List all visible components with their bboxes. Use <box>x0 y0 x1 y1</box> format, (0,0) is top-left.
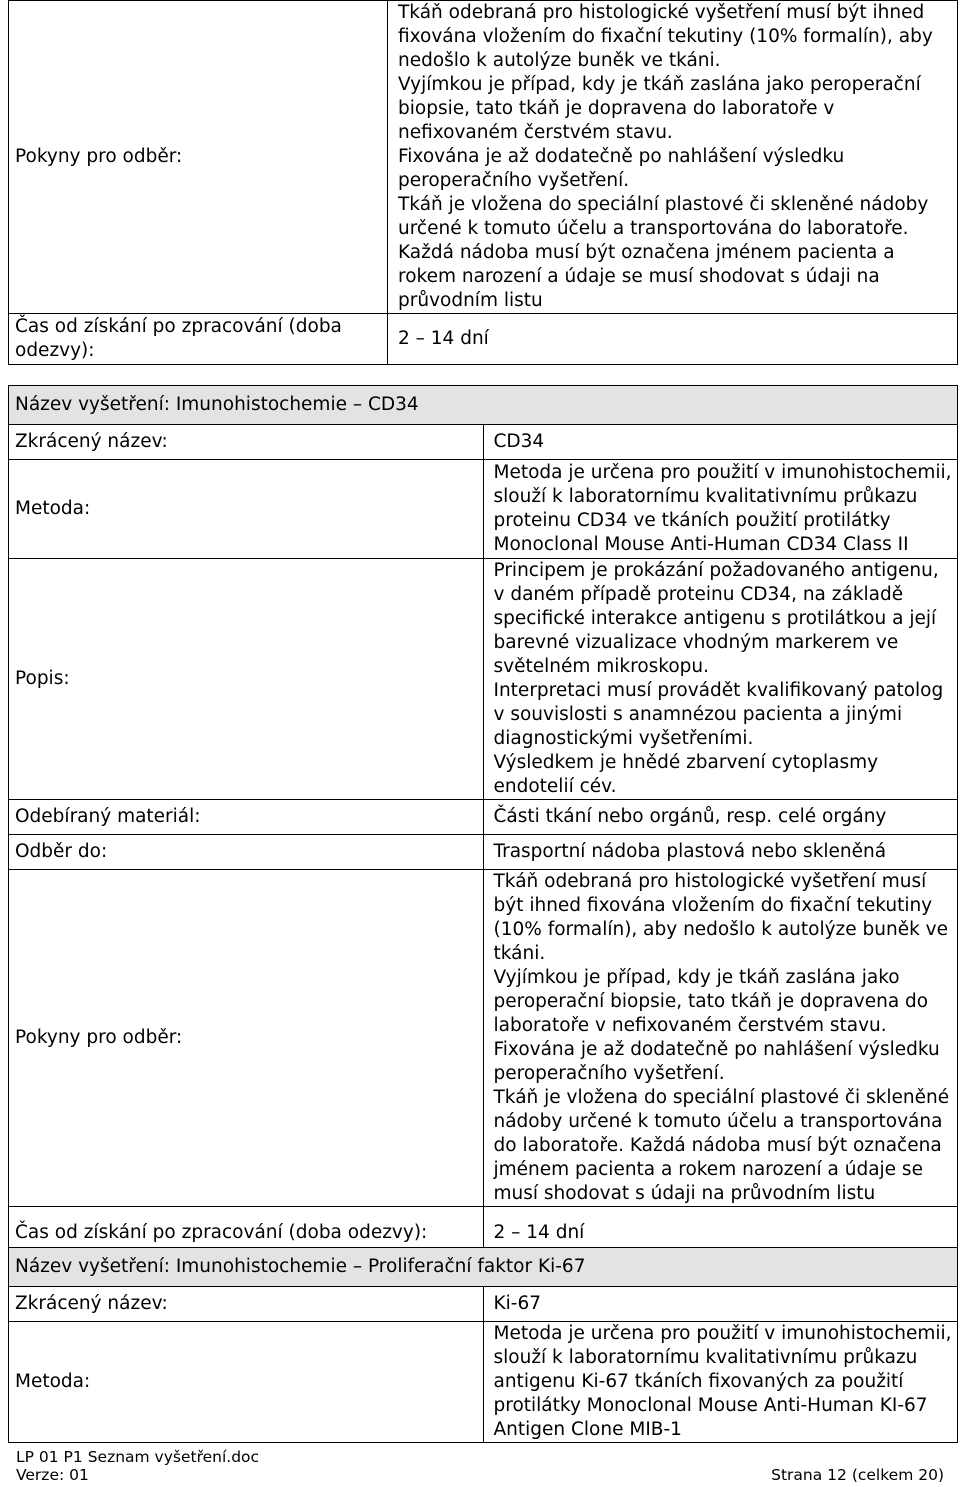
row-value <box>483 870 958 1207</box>
exam-title: Název vyšetření: Imunohistochemie – Proliferační faktor Ki-67 <box>9 1248 958 1287</box>
paragraph: Tkáň odebraná pro histologické vyšetření musí být ihned fixována vložením do fixační tekutiny (10% formalín), aby nedošlo k autolýze buněk ve tkáni. <box>493 871 949 964</box>
row-label: Zkrácený název: <box>9 425 484 460</box>
row-label: Popis: <box>9 559 484 800</box>
paragraph: Tkáň je vložena do speciální plastové či skleněné nádoby určené k tomuto účelu a transportována do laboratoře. Každá nádoba musí být označena jménem pacienta a rokem narození a údaje se musí shodovat s údaji na průvodním listu <box>398 194 929 311</box>
paragraph: CD34 <box>493 431 545 452</box>
paragraph: Metoda je určena pro použití v imunohistochemii, slouží k laboratornímu kvalitativnímu průkazu proteinu CD34 ve tkáních použití protilátky Monoclonal Mouse Anti-Human CD34 Class II <box>493 462 952 555</box>
table-row <box>9 1287 958 1322</box>
table-row <box>9 870 958 1207</box>
paragraph: Vyjímkou je případ, kdy je tkáň zaslána jako peroperační biopsie, tato tkáň je dopravena do laboratoře v nefixovaném čerstvém stavu. <box>398 74 921 143</box>
paragraph: Ki-67 <box>493 1293 541 1314</box>
table-row <box>9 314 958 365</box>
exam-table-cd34 <box>8 385 958 1260</box>
exam-table-ki67 <box>8 1247 958 1443</box>
paragraph: Principem je prokázání požadovaného antigenu, v daném případě proteinu CD34, na základě specifické interakce antigenu s protilátkou a její barevné vizualizace vhodným markerem ve světelném mikroskopu. <box>493 560 939 677</box>
page-footer <box>16 1448 946 1484</box>
row-label: Odebíraný materiál: <box>9 800 484 835</box>
paragraph: Tkáň odebraná pro histologické vyšetření musí být ihned fixována vložením do fixační tekutiny (10% formalín), aby nedošlo k autolýze buněk ve tkáni. <box>398 2 933 71</box>
table-row <box>9 835 958 870</box>
paragraph: 2 – 14 dní <box>398 328 489 349</box>
footer-filename: LP 01 P1 Seznam vyšetření.doc <box>16 1448 260 1466</box>
row-value <box>483 835 958 870</box>
row-value <box>483 460 958 559</box>
table-row <box>9 800 958 835</box>
paragraph: Fixována je až dodatečně po nahlášení výsledku peroperačního vyšetření. <box>398 146 845 191</box>
footer-version: Verze: 01 <box>16 1466 89 1484</box>
paragraph: 2 – 14 dní <box>493 1222 585 1243</box>
row-value <box>483 1287 958 1322</box>
table-row <box>9 460 958 559</box>
row-label: Pokyny pro odběr: <box>9 1 388 314</box>
row-label: Pokyny pro odběr: <box>9 870 484 1207</box>
table-header-row <box>9 1248 958 1287</box>
exam-title: Název vyšetření: Imunohistochemie – CD34 <box>9 386 958 425</box>
table-row <box>9 1322 958 1443</box>
paragraph: Výsledkem je hnědé zbarvení cytoplasmy endotelií cév. <box>493 752 879 797</box>
row-value <box>483 559 958 800</box>
paragraph: Části tkání nebo orgánů, resp. celé orgány <box>493 806 887 827</box>
table-row <box>9 425 958 460</box>
row-value <box>388 1 958 314</box>
row-label: Metoda: <box>9 1322 484 1443</box>
row-value <box>483 800 958 835</box>
row-label: Odběr do: <box>9 835 484 870</box>
row-value <box>483 1322 958 1443</box>
paragraph: Trasportní nádoba plastová nebo skleněná <box>493 841 887 862</box>
paragraph: Interpretaci musí provádět kvalifikovaný patolog v souvislosti s anamnézou pacienta a jinými diagnostickými vyšetřeními. <box>493 680 944 749</box>
row-value <box>388 314 958 365</box>
paragraph: Fixována je až dodatečně po nahlášení výsledku peroperačního vyšetření. <box>493 1039 940 1084</box>
table-header-row <box>9 386 958 425</box>
table-row <box>9 1 958 314</box>
row-label: Čas od získání po zpracování (doba odezvy): <box>9 314 388 365</box>
paragraph: Tkáň je vložena do speciální plastové či skleněné nádoby určené k tomuto účelu a transportována do laboratoře. Každá nádoba musí být označena jménem pacienta a rokem narození a údaje se musí shodovat s údaji na průvodním listu <box>493 1087 950 1204</box>
paragraph: Vyjímkou je případ, kdy je tkáň zaslána jako peroperační biopsie, tato tkáň je dopravena do laboratoře v nefixovaném čerstvém stavu. <box>493 967 929 1036</box>
row-label: Metoda: <box>9 460 484 559</box>
row-label: Zkrácený název: <box>9 1287 484 1322</box>
footer-page-number: Strana 12 (celkem 20) <box>771 1466 944 1484</box>
row-value <box>483 425 958 460</box>
paragraph: Metoda je určena pro použití v imunohistochemii, slouží k laboratornímu kvalitativnímu průkazu antigenu Ki-67 tkáních fixovaných za použití protilátky Monoclonal Mouse Anti-Human KI-67 Antigen Clone MIB-1 <box>493 1323 952 1440</box>
table-row <box>9 559 958 800</box>
row-label: Čas od získání po zpracování (doba odezvy): <box>9 1207 484 1260</box>
exam-table-continued <box>8 0 958 365</box>
